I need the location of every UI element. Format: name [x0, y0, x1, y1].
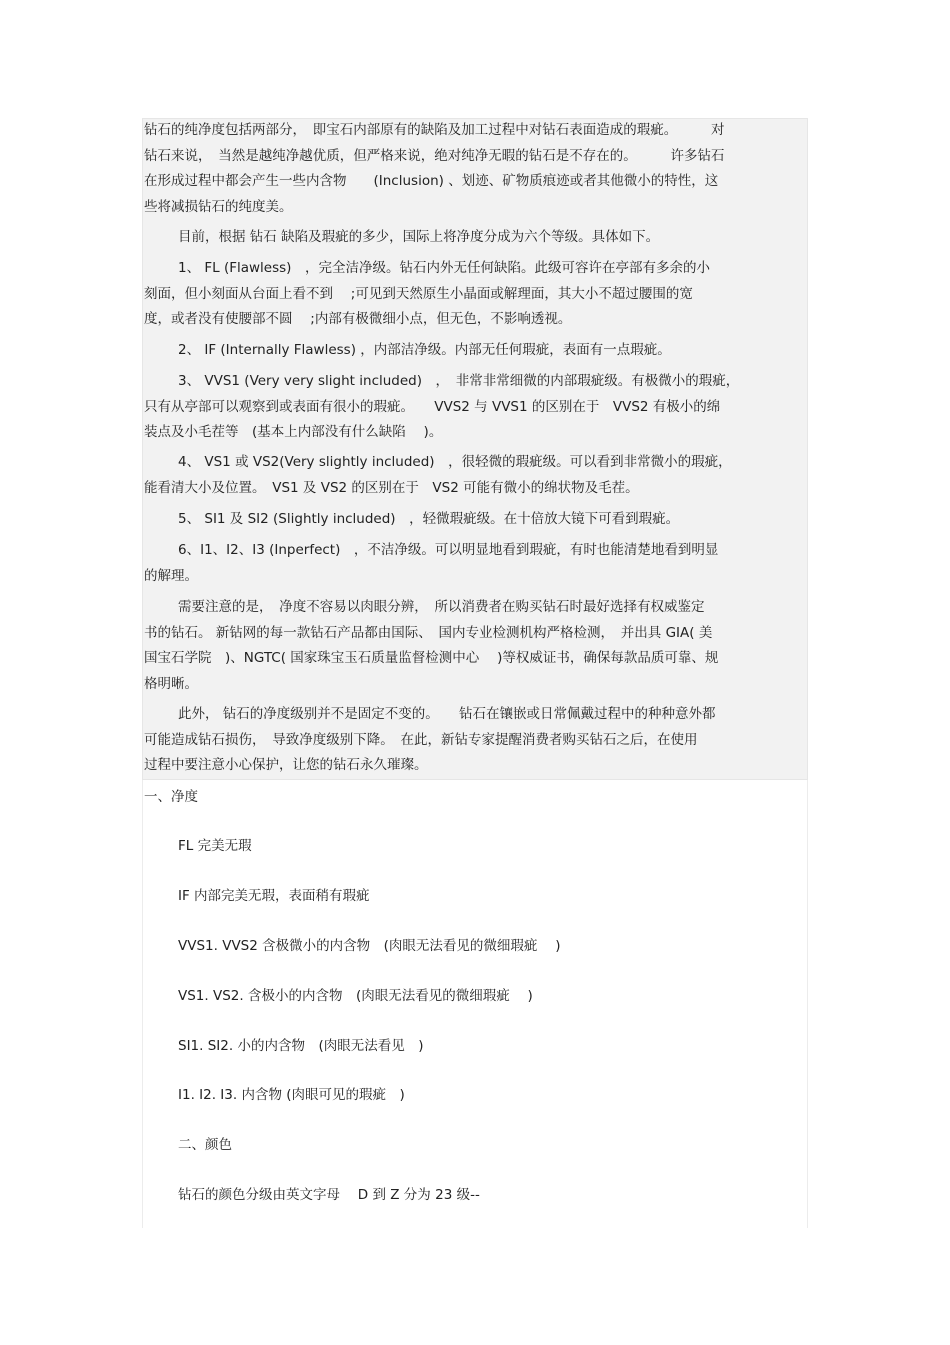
clarity-item-si: SI1. SI2. 小的内含物 (肉眼无法看见 ): [178, 1038, 424, 1054]
clarity-item-if: IF 内部完美无瑕，表面稍有瑕疵: [178, 888, 370, 904]
text-line: 格明晰。: [144, 675, 198, 692]
text-line: 国宝石学院 )、NGTC( 国家珠宝玉石质量监督检测中心 )等权威证书，确保每款品质可靠、规: [144, 650, 719, 666]
vs-paragraph: [144, 450, 806, 501]
text-line: 的解理。: [144, 567, 198, 584]
i-paragraph: [144, 538, 806, 589]
text-line: 此外， 钻石的净度级别并不是固定不变的。 钻石在镶嵌或日常佩戴过程中的种种意外都: [178, 706, 716, 722]
clarity-item-vvs: VVS1. VVS2 含极微小的内含物 (肉眼无法看见的微细瑕疵 ): [178, 938, 561, 954]
text-line: 需要注意的是， 净度不容易以肉眼分辨， 所以消费者在购买钻石时最好选择有权威鉴定: [178, 599, 705, 615]
note-paragraph: [144, 595, 806, 697]
vvs-paragraph: [144, 369, 806, 446]
text-line: 6、I1、I2、I3 (Inperfect) ，不洁净级。可以明显地看到瑕疵，有时也能清楚地看到明显: [178, 542, 719, 558]
text-line: 些将减损钻石的纯度美。: [144, 198, 293, 215]
color-grading-text: 钻石的颜色分级由英文字母 D 到 Z 分为 23 级--: [178, 1187, 480, 1203]
text-line: 2、 IF (Internally Flawless) ，内部洁净级。内部无任何瑕疵，表面有一点瑕疵。: [178, 342, 671, 358]
section-heading-clarity: 一、净度: [144, 789, 198, 805]
text-line: 目前，根据 钻石 缺陷及瑕疵的多少，国际上将净度分成为六个等级。具体如下。: [178, 229, 660, 245]
if-paragraph: [144, 338, 806, 364]
fl-paragraph: [144, 256, 806, 333]
text-line: 钻石来说， 当然是越纯净越优质，但严格来说，绝对纯净无暇的钻石是不存在的。 许多钻石: [144, 147, 725, 164]
text-line: 可能造成钻石损伤， 导致净度级别下降。 在此，新钻专家提醒消费者购买钻石之后，在使用: [144, 731, 698, 748]
grading-intro-paragraph: [144, 225, 806, 251]
text-line: 装点及小毛茬等 (基本上内部没有什么缺陷 )。: [144, 424, 443, 440]
text-line: 在形成过程中都会产生一些内含物 (Inclusion) 、划迹、矿物质痕迹或者其他微小的特性，这: [144, 173, 719, 189]
text-line: 5、 SI1 及 SI2 (Slightly included) ，轻微瑕疵级。在十倍放大镜下可看到瑕疵。: [178, 511, 680, 527]
text-line: 度，或者没有使腰部不圆 ;内部有极微细小点，但无色，不影响透视。: [144, 311, 572, 327]
section-heading-color: 二、颜色: [178, 1137, 232, 1153]
text-line: 4、 VS1 或 VS2(Very slightly included) ，很轻微的瑕疵级。可以看到非常微小的瑕疵，: [178, 454, 732, 470]
clarity-item-fl: FL 完美无瑕: [178, 838, 252, 854]
text-line: 钻石的纯净度包括两部分， 即宝石内部原有的缺陷及加工过程中对钻石表面造成的瑕疵。 对: [144, 122, 725, 138]
text-line: 过程中要注意小心保护，让您的钻石永久璀璨。: [144, 757, 428, 773]
clarity-item-vs: VS1. VS2. 含极小的内含物 (肉眼无法看见的微细瑕疵 ): [178, 988, 533, 1004]
text-line: 1、 FL (Flawless) ，完全洁净级。钻石内外无任何缺陷。此级可容许在亭部有多余的小: [178, 260, 710, 276]
text-line: 能看清大小及位置。 VS1 及 VS2 的区别在于 VS2 可能有微小的绵状物及毛茬。: [144, 479, 639, 496]
text-line: 只有从亭部可以观察到或表面有很小的瑕疵。 VVS2 与 VVS1 的区别在于 VVS2 有极小的绵: [144, 398, 721, 415]
text-line: 3、 VVS1 (Very very slight included) ， 非常非常细微的内部瑕疵级。有极微小的瑕疵，: [178, 373, 740, 389]
intro-paragraph: [144, 118, 806, 220]
text-line: 书的钻石。 新钻网的每一款钻石产品都由国际、 国内专业检测机构严格检测， 并出具 GIA( 美: [144, 624, 713, 641]
clarity-item-i: I1. I2. I3. 内含物 (肉眼可见的瑕疵 ): [178, 1087, 405, 1103]
si-paragraph: [144, 507, 806, 533]
also-paragraph: [144, 702, 806, 779]
text-line: 刻面，但小刻面从台面上看不到 ;可见到天然原生小晶面或解理面，其大小不超过腰围的宽: [144, 285, 693, 302]
